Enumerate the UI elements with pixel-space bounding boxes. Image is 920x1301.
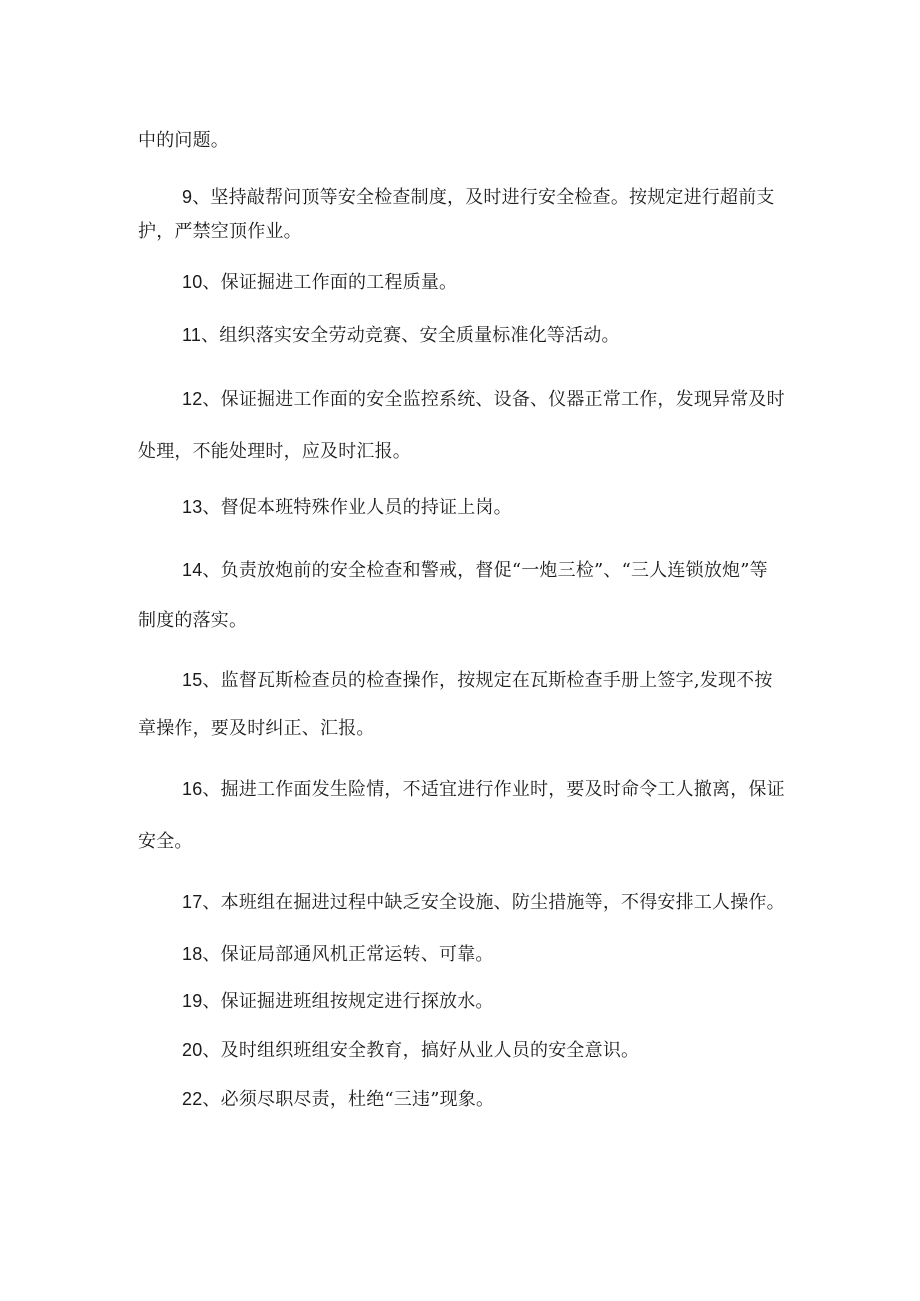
paragraph-item-19	[138, 984, 786, 1019]
paragraph-text: 、坚持敲帮问顶等安全检查制度，及时进行安全检查。按规定进行超前支护，严禁空顶作业。	[138, 187, 775, 242]
paragraph-item-18	[138, 937, 786, 972]
paragraph-item-17	[138, 876, 786, 929]
paragraph-item-15	[138, 656, 786, 753]
item-number: 9	[182, 187, 193, 207]
paragraph-item-11	[138, 318, 786, 353]
paragraph-item-14	[138, 545, 786, 646]
paragraph-text: 、掘进工作面发生险情，不适宜进行作业时，要及时命令工人撤离，保证安全。	[138, 779, 785, 852]
paragraph-text: 、及时组织班组安全教育，搞好从业人员的安全意识。	[202, 1040, 640, 1061]
paragraph-text: 、本班组在掘进过程中缺乏安全设施、防尘措施等，不得安排工人操作。	[202, 892, 785, 913]
paragraph-item-10	[138, 265, 786, 300]
item-number: 16	[182, 779, 203, 799]
paragraph-text: 、保证局部通风机正常运转、可靠。	[202, 944, 494, 965]
item-number: 20	[182, 1040, 203, 1060]
item-number: 13	[182, 497, 203, 517]
paragraph-text: 中的问题。	[138, 130, 229, 151]
item-number: 22	[182, 1089, 203, 1109]
paragraph-text: 、保证掘进工作面的安全监控系统、设备、仪器正常工作，发现异常及时处理，不能处理时，应及时汇报。	[138, 389, 785, 462]
document-body	[138, 124, 786, 1117]
paragraph-item-20	[138, 1033, 786, 1068]
item-number: 17	[182, 892, 203, 912]
item-number: 14	[182, 560, 203, 580]
item-number: 15	[182, 670, 203, 690]
paragraph-item-9	[138, 180, 786, 249]
paragraph-continuation	[138, 124, 786, 158]
item-number: 19	[182, 991, 203, 1011]
paragraph-text: 、督促本班特殊作业人员的持证上岗。	[202, 497, 512, 518]
paragraph-text: 、负责放炮前的安全检查和警戒，督促“一炮三检”、“三人连锁放炮”等制度的落实。	[138, 560, 768, 631]
paragraph-text: 、监督瓦斯检查员的检查操作，按规定在瓦斯检查手册上签字,发现不按章操作，要及时纠正、汇报。	[138, 670, 773, 739]
item-number: 11	[182, 325, 202, 345]
item-number: 10	[182, 272, 203, 292]
item-number: 18	[182, 944, 203, 964]
item-number: 12	[182, 389, 203, 409]
paragraph-item-12	[138, 373, 786, 478]
paragraph-text: 、保证掘进工作面的工程质量。	[202, 272, 458, 293]
paragraph-text: 、必须尽职尽责，杜绝“三违”现象。	[202, 1089, 495, 1110]
paragraph-text: 、保证掘进班组按规定进行探放水。	[202, 991, 494, 1012]
paragraph-item-16	[138, 763, 786, 868]
paragraph-text: 、组织落实安全劳动竞赛、安全质量标准化等活动。	[201, 325, 620, 346]
paragraph-item-22	[138, 1082, 786, 1117]
paragraph-item-13	[138, 490, 786, 525]
